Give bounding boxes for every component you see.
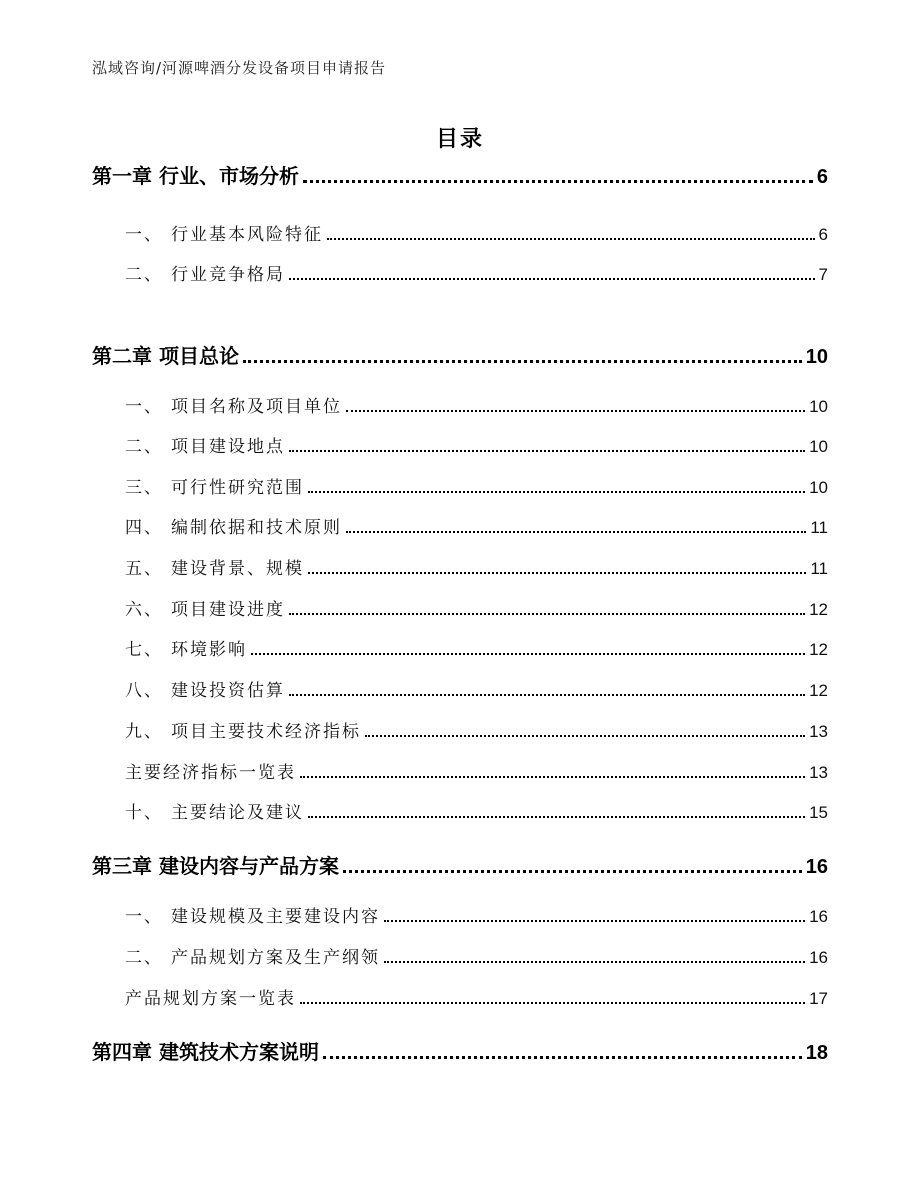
toc-section-entry[interactable] (125, 595, 828, 620)
dot-leader (308, 572, 806, 574)
toc-entry-page: 10 (809, 397, 828, 416)
dot-leader (346, 410, 805, 412)
toc-entry-label: 行业基本风险特征 (171, 225, 323, 245)
toc-entry-number: 十、 (125, 803, 163, 823)
toc-entry-page: 12 (809, 640, 828, 659)
toc-entry-number: 一、 (125, 907, 163, 927)
toc-section-entry[interactable] (125, 717, 828, 742)
dot-leader (300, 1002, 805, 1004)
toc-section-entry[interactable] (125, 902, 828, 927)
toc-entry-page: 16 (805, 856, 828, 878)
dot-leader (384, 961, 805, 963)
document-header: 泓域咨询/河源啤酒分发设备项目申请报告 (92, 59, 387, 77)
dot-leader (251, 653, 805, 655)
toc-entry-page: 12 (809, 681, 828, 700)
toc-entry-page: 13 (809, 763, 828, 782)
toc-section-entry[interactable] (125, 473, 828, 498)
toc-entry-label: 第四章 建筑技术方案说明 (92, 1040, 319, 1064)
toc-entry-label: 可行性研究范围 (171, 478, 304, 498)
dot-leader (303, 180, 813, 183)
dot-leader (327, 238, 815, 240)
toc-entry-label: 项目建设地点 (171, 437, 285, 457)
dot-leader (308, 816, 805, 818)
toc-entry-label: 主要结论及建议 (171, 803, 304, 823)
toc-entry-label: 建设规模及主要建设内容 (171, 907, 380, 927)
toc-entry-label: 建设背景、规模 (171, 559, 304, 579)
toc-section-entry[interactable] (125, 554, 828, 579)
toc-section-entry[interactable] (125, 984, 828, 1009)
toc-entry-page: 13 (809, 722, 828, 741)
toc-section-entry[interactable] (125, 635, 828, 660)
toc-section-entry[interactable] (125, 758, 828, 783)
toc-entry-label: 第一章 行业、市场分析 (92, 164, 299, 188)
dot-leader (243, 360, 802, 363)
toc-entry-label: 行业竞争格局 (171, 265, 285, 285)
toc-entry-page: 17 (809, 989, 828, 1008)
toc-entry-number: 七、 (125, 640, 163, 660)
toc-title: 目录 (435, 127, 484, 152)
toc-entry-page: 6 (818, 225, 828, 244)
toc-entry-label: 环境影响 (171, 640, 247, 660)
toc-entry-number: 二、 (125, 437, 163, 457)
toc-section-entry[interactable] (125, 220, 828, 245)
toc-entry-page: 10 (805, 346, 828, 368)
toc-entry-page: 11 (810, 518, 828, 537)
toc-entry-page: 12 (809, 600, 828, 619)
dot-leader (308, 491, 805, 493)
toc-entry-page: 11 (810, 559, 828, 578)
toc-section-entry[interactable] (125, 513, 828, 538)
toc-chapter-entry[interactable] (92, 340, 828, 369)
dot-leader (343, 870, 802, 873)
toc-entry-label: 编制依据和技术原则 (171, 518, 342, 538)
toc-chapter-entry[interactable] (92, 1036, 828, 1065)
dot-leader (365, 735, 805, 737)
dot-leader (289, 450, 805, 452)
toc-entry-label: 项目主要技术经济指标 (171, 722, 361, 742)
toc-entry-number: 三、 (125, 478, 163, 498)
toc-entry-label: 产品规划方案及生产纲领 (171, 948, 380, 968)
toc-entry-number: 六、 (125, 600, 163, 620)
toc-entry-page: 7 (818, 265, 828, 284)
toc-entry-page: 10 (809, 437, 828, 456)
dot-leader (289, 613, 805, 615)
dot-leader (323, 1056, 802, 1059)
toc-section-entry[interactable] (125, 798, 828, 823)
toc-section-entry[interactable] (125, 943, 828, 968)
toc-entry-number: 二、 (125, 265, 163, 285)
toc-entry-label: 主要经济指标一览表 (125, 763, 296, 783)
toc-entry-label: 项目建设进度 (171, 600, 285, 620)
toc-section-entry[interactable] (125, 432, 828, 457)
dot-leader (300, 776, 805, 778)
toc-entry-number: 五、 (125, 559, 163, 579)
toc-section-entry[interactable] (125, 676, 828, 701)
toc-entry-number: 四、 (125, 518, 163, 538)
toc-entry-page: 18 (805, 1042, 828, 1064)
toc-entry-page: 15 (809, 803, 828, 822)
toc-entry-label: 产品规划方案一览表 (125, 989, 296, 1009)
toc-section-entry[interactable] (125, 260, 828, 285)
toc-entry-label: 第二章 项目总论 (92, 344, 239, 368)
toc-entry-label: 第三章 建设内容与产品方案 (92, 854, 339, 878)
dot-leader (289, 278, 815, 280)
dot-leader (346, 531, 806, 533)
toc-entry-number: 二、 (125, 948, 163, 968)
dot-leader (289, 694, 805, 696)
toc-section-entry[interactable] (125, 392, 828, 417)
toc-entry-number: 八、 (125, 681, 163, 701)
toc-entry-number: 一、 (125, 397, 163, 417)
toc-chapter-entry[interactable] (92, 160, 828, 189)
toc-entry-label: 建设投资估算 (171, 681, 285, 701)
toc-entry-page: 16 (809, 948, 828, 967)
toc-entry-number: 九、 (125, 722, 163, 742)
toc-entry-page: 10 (809, 478, 828, 497)
toc-entry-number: 一、 (125, 225, 163, 245)
dot-leader (384, 920, 805, 922)
toc-entry-page: 16 (809, 907, 828, 926)
toc-entry-label: 项目名称及项目单位 (171, 397, 342, 417)
toc-entry-page: 6 (816, 166, 828, 188)
toc-chapter-entry[interactable] (92, 850, 828, 879)
